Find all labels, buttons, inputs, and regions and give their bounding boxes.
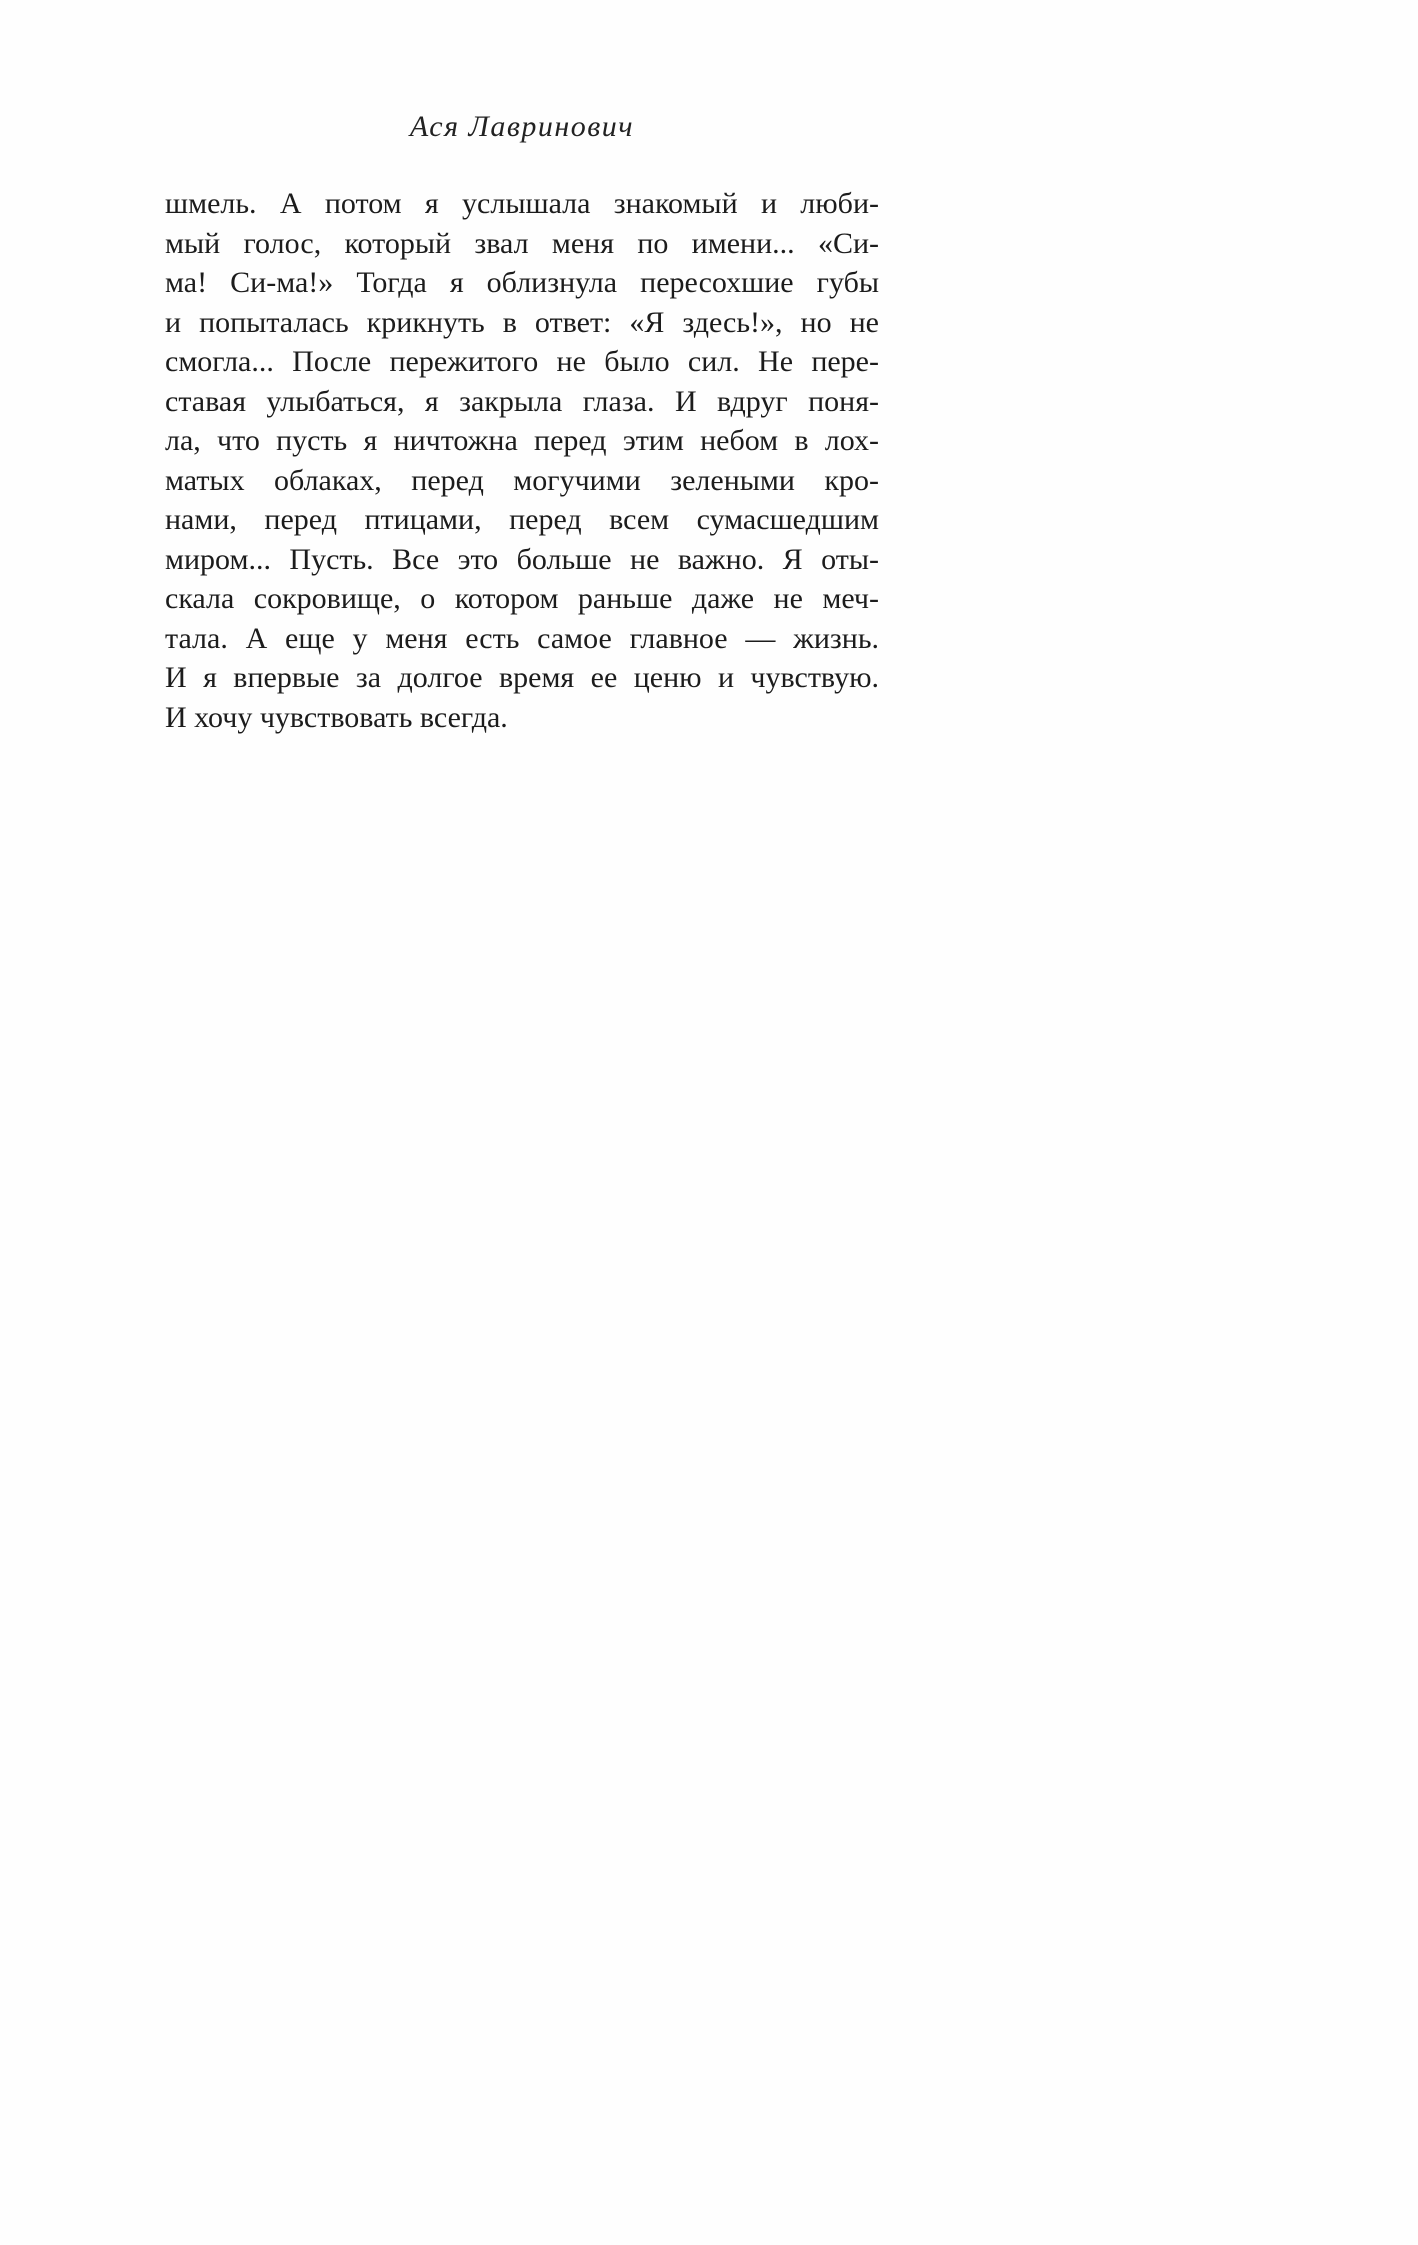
text-line: ла, что пусть я ничтожна перед этим небом в лох- (165, 424, 879, 457)
text-line: шмель. А потом я услышала знакомый и люби- (165, 187, 879, 220)
text-line: тала. А еще у меня есть самое главное — жизнь. (165, 621, 879, 655)
running-header-author: Ася Лавринович (409, 110, 635, 143)
text-line: ставая улыбаться, я закрыла глаза. И вдруг поня- (165, 384, 879, 418)
text-line: И я впервые за долгое время ее ценю и чувствую. (165, 661, 879, 694)
text-line: мый голос, который звал меня по имени... «Си- (165, 226, 879, 260)
text-line: ма! Си-ма!» Тогда я облизнула пересохшие губы (165, 266, 879, 299)
text-line: смогла... После пережитого не было сил. Не пере- (165, 345, 879, 378)
text-line: матых облаках, перед могучими зелеными кро- (165, 463, 879, 497)
text-line: И хочу чувствовать всегда. (165, 700, 508, 734)
text-line: миром... Пусть. Все это больше не важно. Я оты- (165, 542, 879, 576)
text-line: и попыталась крикнуть в ответ: «Я здесь!», но не (165, 305, 879, 339)
text-line: нами, перед птицами, перед всем сумасшедшим (165, 503, 879, 536)
body-paragraph (165, 184, 879, 737)
text-line: скала сокровище, о котором раньше даже не меч- (165, 582, 879, 615)
